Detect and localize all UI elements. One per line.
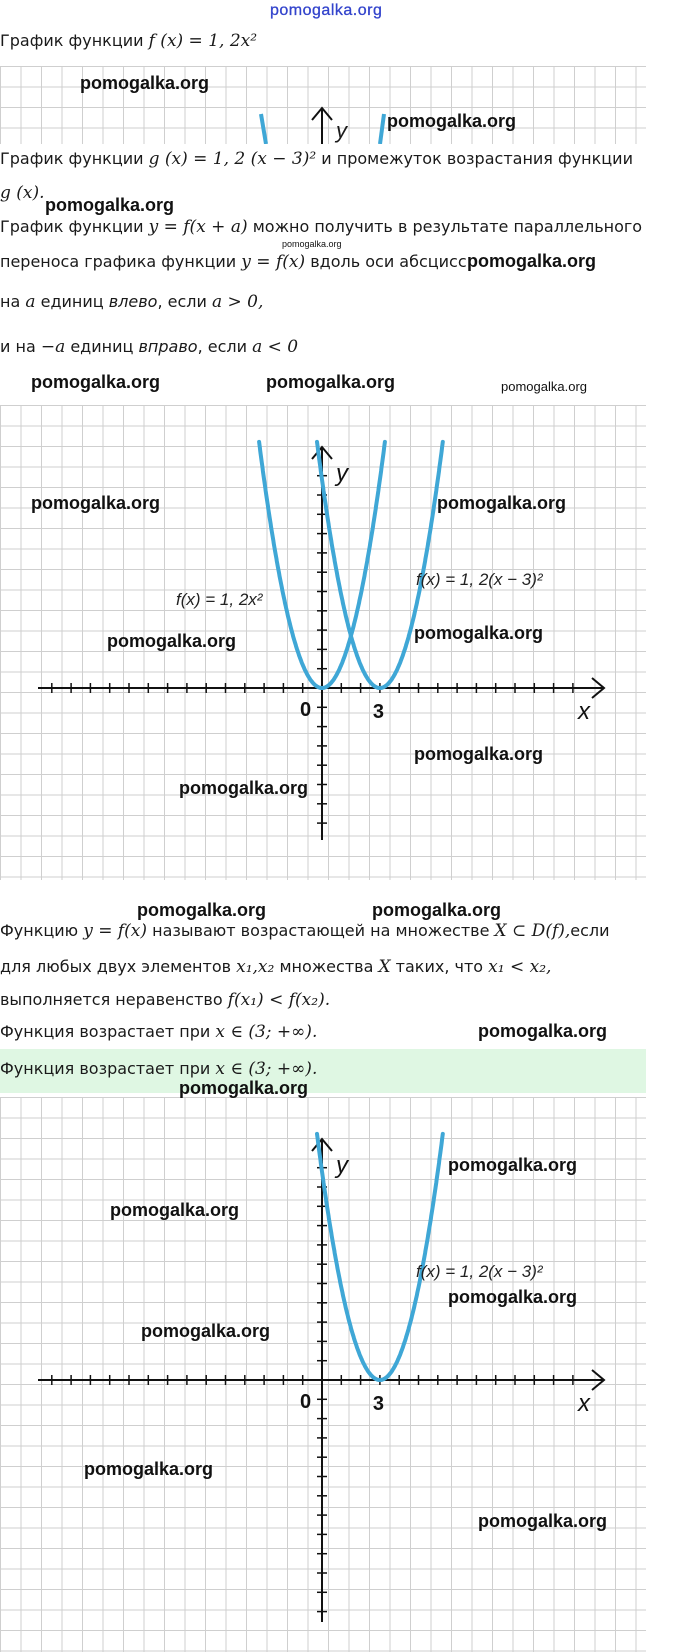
curve-right-fragment <box>380 114 384 144</box>
theory-l3-b: единиц <box>40 292 104 311</box>
chart-2-svg <box>0 1097 646 1652</box>
theory-line-3 <box>0 291 263 313</box>
theory-l4-b: единиц <box>70 337 134 356</box>
definition-line-3 <box>0 989 330 1011</box>
watermark[interactable]: pomogalka.org <box>478 1021 608 1041</box>
chart-1-svg <box>0 405 646 880</box>
theory-l3-a: на <box>0 292 21 311</box>
def-l1-set: X ⊂ D(f), <box>494 921 571 941</box>
watermark[interactable]: pomogalka.org <box>110 1200 240 1220</box>
task-suffix: и промежуток возрастания функции <box>321 149 633 168</box>
def-l2-mid2: таких, что <box>395 957 484 976</box>
chart-two-parabolas <box>0 405 646 880</box>
watermark[interactable]: pomogalka.org <box>45 195 175 215</box>
task-line-2 <box>0 182 45 204</box>
watermark[interactable]: pomogalka.org <box>282 239 342 249</box>
task-prefix: График функции <box>0 149 144 168</box>
watermark[interactable]: pomogalka.org <box>266 372 396 392</box>
curve-left-fragment <box>261 114 266 144</box>
formula-base: y = f(x) <box>241 252 306 272</box>
watermark[interactable]: pomogalka.org <box>437 493 567 513</box>
watermark[interactable]: pomogalka.org <box>84 1459 214 1479</box>
task-line-1 <box>0 148 633 170</box>
watermark[interactable]: pomogalka.org <box>80 73 210 93</box>
formula-g-short: g (x). <box>0 183 45 203</box>
y-axis-label: y <box>336 1152 348 1179</box>
watermark[interactable]: pomogalka.org <box>372 900 502 920</box>
watermark[interactable]: pomogalka.org <box>501 379 587 394</box>
theory-line-1 <box>0 216 642 238</box>
definition-line-4 <box>0 1021 317 1043</box>
theory-l3-c: , если <box>157 292 207 311</box>
statement-f <box>0 30 257 52</box>
series-label: f(x) = 1, 2(x − 3)² <box>416 1262 543 1281</box>
watermark[interactable]: pomogalka.org <box>448 1155 578 1175</box>
formula-f: f (x) = 1, 2x² <box>148 31 258 51</box>
watermark[interactable]: pomogalka.org <box>179 1078 309 1098</box>
answer-formula: x ∈ (3; +∞). <box>215 1059 318 1079</box>
watermark[interactable]: pomogalka.org <box>137 900 267 920</box>
theory-line-4 <box>0 336 298 358</box>
watermark[interactable]: pomogalka.org <box>387 111 517 131</box>
definition-line-2 <box>0 956 551 978</box>
theory-l3-cond: a > 0, <box>212 292 264 312</box>
def-l1-mid: называют возрастающей на множестве <box>152 921 490 940</box>
series-label: f(x) = 1, 2x² <box>176 590 263 609</box>
origin-label: 0 <box>300 1391 312 1413</box>
site-header-watermark[interactable]: pomogalka.org <box>270 2 383 19</box>
definition-line-1 <box>0 920 610 942</box>
theory-l4-a: и на <box>0 337 36 356</box>
formula-g: g (x) = 1, 2 (x − 3)² <box>148 149 317 169</box>
watermark[interactable]: pomogalka.org <box>31 372 161 392</box>
answer-text <box>0 1058 317 1080</box>
def-l4-formula: x ∈ (3; +∞). <box>215 1022 318 1042</box>
def-l3-formula: f(x₁) < f(x₂). <box>227 990 331 1010</box>
answer-box <box>0 1049 646 1093</box>
chart-shifted-parabola <box>0 1097 646 1652</box>
theory-l4-dir: вправо <box>138 337 198 356</box>
y-axis-label: y <box>336 460 348 487</box>
formula-shift: y = f(x + a) <box>148 217 248 237</box>
crop-y-label: y <box>336 118 347 143</box>
def-l2-x: X <box>378 957 391 977</box>
series-label: f(x) = 1, 2(x − 3)² <box>416 570 543 589</box>
watermark[interactable]: pomogalka.org <box>478 1511 608 1531</box>
watermark[interactable]: pomogalka.org <box>179 778 309 798</box>
x-tick-label: 3 <box>372 1393 385 1415</box>
def-l1-formula: y = f(x) <box>83 921 148 941</box>
answer-prefix: Функция возрастает при <box>0 1059 211 1078</box>
theory-l1-prefix: График функции <box>0 217 144 236</box>
x-tick-label: 3 <box>372 701 385 723</box>
watermark[interactable]: pomogalka.org <box>107 631 237 651</box>
origin-label: 0 <box>300 699 312 721</box>
watermark[interactable]: pomogalka.org <box>141 1321 271 1341</box>
theory-l4-var: −a <box>40 337 66 357</box>
def-l4-prefix: Функция возрастает при <box>0 1022 211 1041</box>
watermark[interactable]: pomogalka.org <box>414 744 544 764</box>
theory-l4-c: , если <box>197 337 247 356</box>
watermark[interactable]: pomogalka.org <box>31 493 161 513</box>
def-l3-prefix: выполняется неравенство <box>0 990 223 1009</box>
watermark[interactable]: pomogalka.org <box>414 623 544 643</box>
theory-l3-var: a <box>25 292 36 312</box>
x-axis-label: x <box>578 698 590 725</box>
theory-l2-prefix: переноса графика функции <box>0 252 237 271</box>
x-axis-label: x <box>578 1390 590 1417</box>
theory-l3-dir: влево <box>108 292 158 311</box>
theory-line-2 <box>0 251 467 273</box>
statement-f-prefix: График функции <box>0 31 144 50</box>
def-l2-prefix: для любых двух элементов <box>0 957 232 976</box>
def-l2-mid: множества <box>279 957 374 976</box>
def-l2-cond: x₁ < x₂, <box>488 957 552 977</box>
def-l1-prefix: Функцию <box>0 921 79 940</box>
watermark[interactable]: pomogalka.org <box>448 1287 578 1307</box>
theory-l1-suffix: можно получить в результате параллельного <box>252 217 643 236</box>
theory-l4-cond: a < 0 <box>252 337 299 357</box>
def-l1-suffix: если <box>570 921 610 940</box>
watermark[interactable]: pomogalka.org <box>467 251 597 271</box>
theory-l2-suffix: вдоль оси абсцисс <box>310 252 467 271</box>
def-l2-vars: x₁,x₂ <box>236 957 275 977</box>
